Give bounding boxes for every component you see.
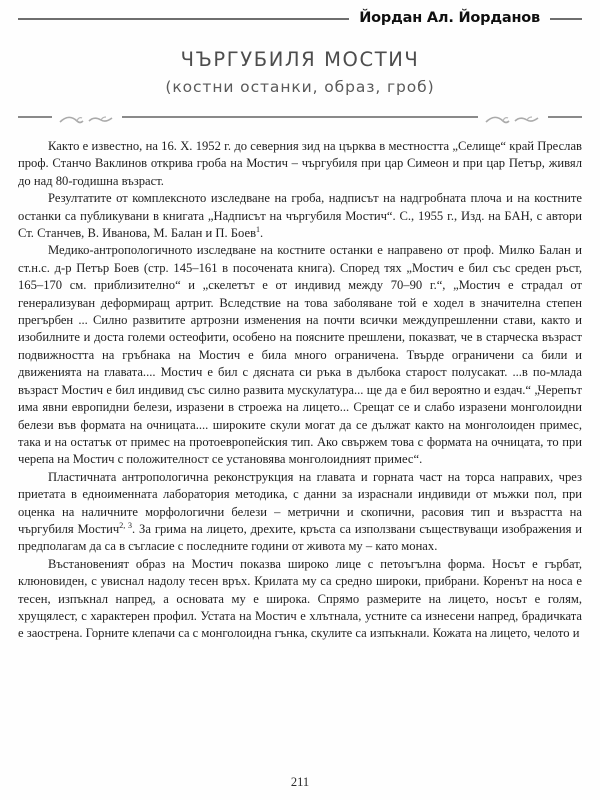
ornamental-divider	[18, 112, 582, 122]
paragraph-3: Медико-антропологичното изследване на костните останки е направено от проф. Милко Балан и ст.н.с. д-р Петър Боев (стр. 145–161 в посочената книга). Според тях „Мостич е бил със среден ръст, 165–170 см. приблизително“ и „скелетът е от индивид между 70–90 г.“, „Мостич е страдал от генерализуван деформиращ артрит. Вследствие на това заболяване той е ходел в значителна степен прегърбен ... Силно развитите артрозни изменения на почти всички междупрешленни стави, както и изобилните и доста големи остеофити, особено на поясните прешлени, показват, че в старческа възраст подвижността на гръбнака на Мостич е била много ограничена. Твърде ограничени са били и движенията на главата.... Мостич е бил с дясната си ръка в дълбока старост полусакат. ...в по-млада възраст Мостич е бил индивид със силно развита мускулатура... ще да е бил вероятно и ездач.“ „Черепът има явни европидни белези, изразени в строежа на лицето... Срещат се и слабо изразени монголоидни белези във формата на очницата.... широките скули могат да се дължат както на монголоиден примес, така и на остатък от примес на протоевропейския тип. Ако свържем това с формата на очницата, то при черепа на Мостич с положителност се установява монголоидният примес“.	[18, 243, 582, 467]
paragraph-4-text: Пластичната антропологична реконструкция на главата и горната част на торса направих, чрез приетата в едноименната лаборатория методика, с данни за израснали индивиди от мъжки пол, при оценка на наличните морфологични белези – метрични и скопични, расовия тип и възрастта на чъргубиля Мостич	[18, 469, 582, 536]
paragraph-4	[18, 469, 582, 556]
body-text	[18, 138, 582, 643]
paragraph-2-text: Резултатите от комплексното изследване на гроба, надписът на надгробната плоча и на костните останки са публикувани в книгата „Надписът на чъргубиля Мостич“. С., 1955 г., Изд. на БАН, с автори Ст. Станчев, В. Иванова, М. Балан и П. Боев	[18, 191, 582, 241]
title-block	[18, 48, 582, 96]
paragraph-2	[18, 190, 582, 242]
paragraph-1: Както е известно, на 16. X. 1952 г. до северния зид на църква в местността „Селище“ край Преслав проф. Станчо Ваклинов открива гроба на Мостич – чъргубиля при цар Симеон и при цар Петър, живял до над 80-годишна възраст.	[18, 139, 582, 188]
running-head-right-rule	[550, 18, 582, 20]
running-head-author: Йордан Ал. Йорданов	[359, 10, 540, 26]
floral-swash-ornament-icon	[58, 112, 116, 122]
page-number: 211	[290, 775, 310, 789]
paragraph-5: Въстановеният образ на Мостич показва широко лице с петоъгълна форма. Носът е гърбат, клюновиден, с увиснал надолу тесен връх. Крилата му са средно широки, прибрани. Коренът на носа е тесен, изпъкнал напред, а основата му е широка. Спрямо размерите на лицето, носът е голям, хрущялест, с характерен профил. Устата на Мостич е хлътнала, устните са изнесени напред, брадичката е заострена. Горните клепачи са с монголоидна гънка, скулите са изпъкнали. Кожата на лицето, челото и	[18, 556, 582, 641]
footnote-marker-1: 1	[256, 224, 261, 234]
footnote-marker-2-3: 2, 3	[119, 520, 132, 530]
divider-segment-right	[548, 116, 582, 118]
floral-swash-ornament-icon-right	[484, 112, 542, 122]
running-head-left-rule	[18, 18, 349, 20]
paragraph-4-tail: . За грима на лицето, дрехите, кръста са използвани съществуващи изображения и предполагам да са в съгласие с последните години от живота му – като монах.	[18, 521, 582, 554]
paragraph-2-tail: .	[260, 226, 264, 241]
divider-segment-main	[122, 116, 478, 118]
running-head	[18, 0, 582, 30]
divider-segment-left	[18, 116, 52, 118]
page-title: ЧЪРГУБИЛЯ МОСТИЧ	[180, 48, 420, 71]
page-subtitle: (костни останки, образ, гроб)	[165, 78, 435, 96]
